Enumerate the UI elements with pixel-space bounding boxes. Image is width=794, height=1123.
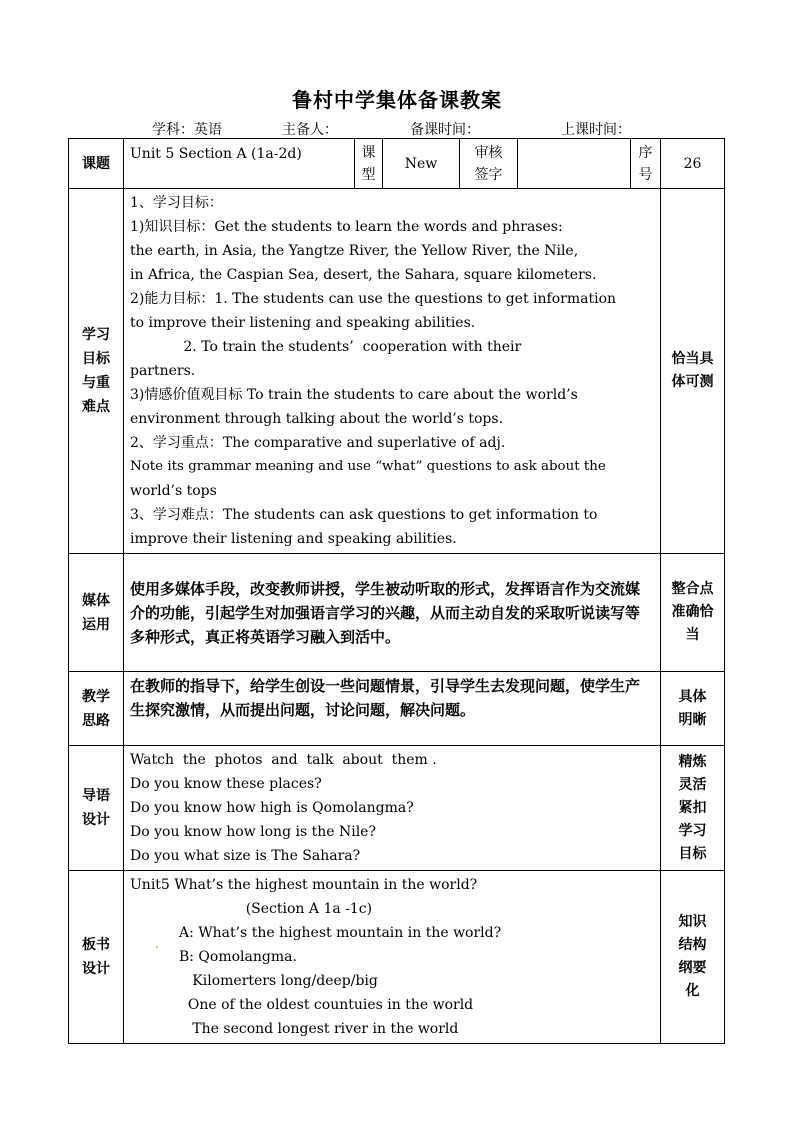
lead-in-label xyxy=(69,746,124,871)
objectives-comment: 恰当具体可测 xyxy=(661,189,725,554)
lesson-plan-table xyxy=(68,138,725,1044)
board-label xyxy=(69,871,124,1044)
lead-in-comment: 精炼灵活紧扣学习目标 xyxy=(661,746,725,871)
topic-value: Unit 5 Section A (1a-2d) xyxy=(124,139,355,189)
type-value: New xyxy=(383,139,460,189)
lead-in-content xyxy=(124,746,661,871)
seq-label-text: 序号 xyxy=(638,144,653,183)
media-label-text: 媒体运用 xyxy=(82,592,110,633)
topic-label: 课题 xyxy=(69,139,124,189)
lead-in-label-text: 导语设计 xyxy=(82,788,110,828)
objectives-line: 1、学习目标： xyxy=(130,195,223,211)
objectives-line: improve their listening and speaking abilities. xyxy=(130,531,457,547)
seq-value: 26 xyxy=(661,139,725,189)
media-content xyxy=(124,554,661,672)
objectives-line: 3)情感价值观目标 To train the students to care about the world’s xyxy=(130,387,578,403)
lead-in-row xyxy=(69,746,725,871)
lead-in-line: Watch the photos and talk about them . xyxy=(130,752,437,768)
review-label xyxy=(460,139,518,189)
meta-class-time: 上课时间： xyxy=(561,122,631,138)
meta-line xyxy=(0,119,794,137)
approach-comment: 具体明晰 xyxy=(661,672,725,746)
objectives-label-text: 学习目标与重难点 xyxy=(82,327,110,415)
lead-in-line: Do you know how high is Qomolangma? xyxy=(130,800,414,816)
board-line: Unit5 What’s the highest mountain in the world? xyxy=(130,877,478,893)
objectives-content xyxy=(124,189,661,554)
document-title: 鲁村中学集体备课教案 xyxy=(292,88,502,112)
objectives-label xyxy=(69,189,124,554)
lead-in-line: Do you what size is The Sahara? xyxy=(130,848,361,864)
seq-label xyxy=(631,139,661,189)
approach-row xyxy=(69,672,725,746)
objectives-line: world’s tops xyxy=(130,483,217,499)
media-label xyxy=(69,554,124,672)
review-label-text: 审核签字 xyxy=(474,144,503,183)
board-comment: 知识结构纲要化 xyxy=(661,871,725,1044)
meta-prep-time: 备课时间： xyxy=(410,122,480,138)
stray-mark xyxy=(156,946,158,948)
approach-label xyxy=(69,672,124,746)
objectives-line: Note its grammar meaning and use “what” questions to ask about the xyxy=(130,459,606,474)
type-label xyxy=(355,139,383,189)
lead-in-line: Do you know these places? xyxy=(130,776,322,792)
media-row xyxy=(69,554,725,672)
objectives-line: 3、学习难点：The students can ask questions to get information to xyxy=(130,507,598,523)
review-value xyxy=(518,139,631,189)
objectives-line: environment through talking about the world’s tops. xyxy=(130,411,504,427)
board-line: A: What’s the highest mountain in the world? xyxy=(130,925,502,941)
board-line: Kilomerters long/deep/big xyxy=(130,973,378,989)
board-row xyxy=(69,871,725,1044)
objectives-line: in Africa, the Caspian Sea, desert, the Sahara, square kilometers. xyxy=(130,267,597,283)
board-line: (Section A 1a -1c) xyxy=(130,901,373,917)
header-row xyxy=(69,139,725,189)
board-content xyxy=(124,871,661,1044)
objectives-line: 2. To train the students’ cooperation with their xyxy=(130,339,522,355)
meta-subject: 学科：英语 xyxy=(152,122,222,138)
meta-preparer: 主备人： xyxy=(282,122,338,138)
objectives-line: 2、学习重点：The comparative and superlative of adj. xyxy=(130,435,506,451)
approach-label-text: 教学思路 xyxy=(82,688,110,729)
objectives-line: to improve their listening and speaking abilities. xyxy=(130,315,476,331)
objectives-line: 2)能力目标：1. The students can use the questions to get information xyxy=(130,291,617,307)
board-line: B: Qomolangma. xyxy=(130,949,297,965)
approach-text: 在教师的指导下，给学生创设一些问题情景，引导学生去发现问题，使学生产生探究激情，从而提出问题，讨论问题，解决问题。 xyxy=(130,677,641,719)
media-text: 使用多媒体手段，改变教师讲授，学生被动听取的形式，发挥语言作为交流媒介的功能，引起学生对加强语言学习的兴趣，从而主动自发的采取听说读写等多种形式，真正将英语学习融入到活中。 xyxy=(130,579,641,646)
board-label-text: 板书设计 xyxy=(82,937,110,977)
media-comment: 整合点准确恰当 xyxy=(661,554,725,672)
lead-in-line: Do you know how long is the Nile? xyxy=(130,824,376,840)
board-line: One of the oldest countuies in the world xyxy=(130,997,474,1013)
objectives-line: 1)知识目标：Get the students to learn the words and phrases: xyxy=(130,219,563,235)
objectives-line: the earth, in Asia, the Yangtze River, the Yellow River, the Nile, xyxy=(130,243,579,259)
objectives-line: partners. xyxy=(130,363,196,379)
approach-content xyxy=(124,672,661,746)
board-line: The second longest river in the world xyxy=(130,1021,459,1037)
type-label-text: 课型 xyxy=(361,144,376,183)
objectives-row xyxy=(69,189,725,554)
